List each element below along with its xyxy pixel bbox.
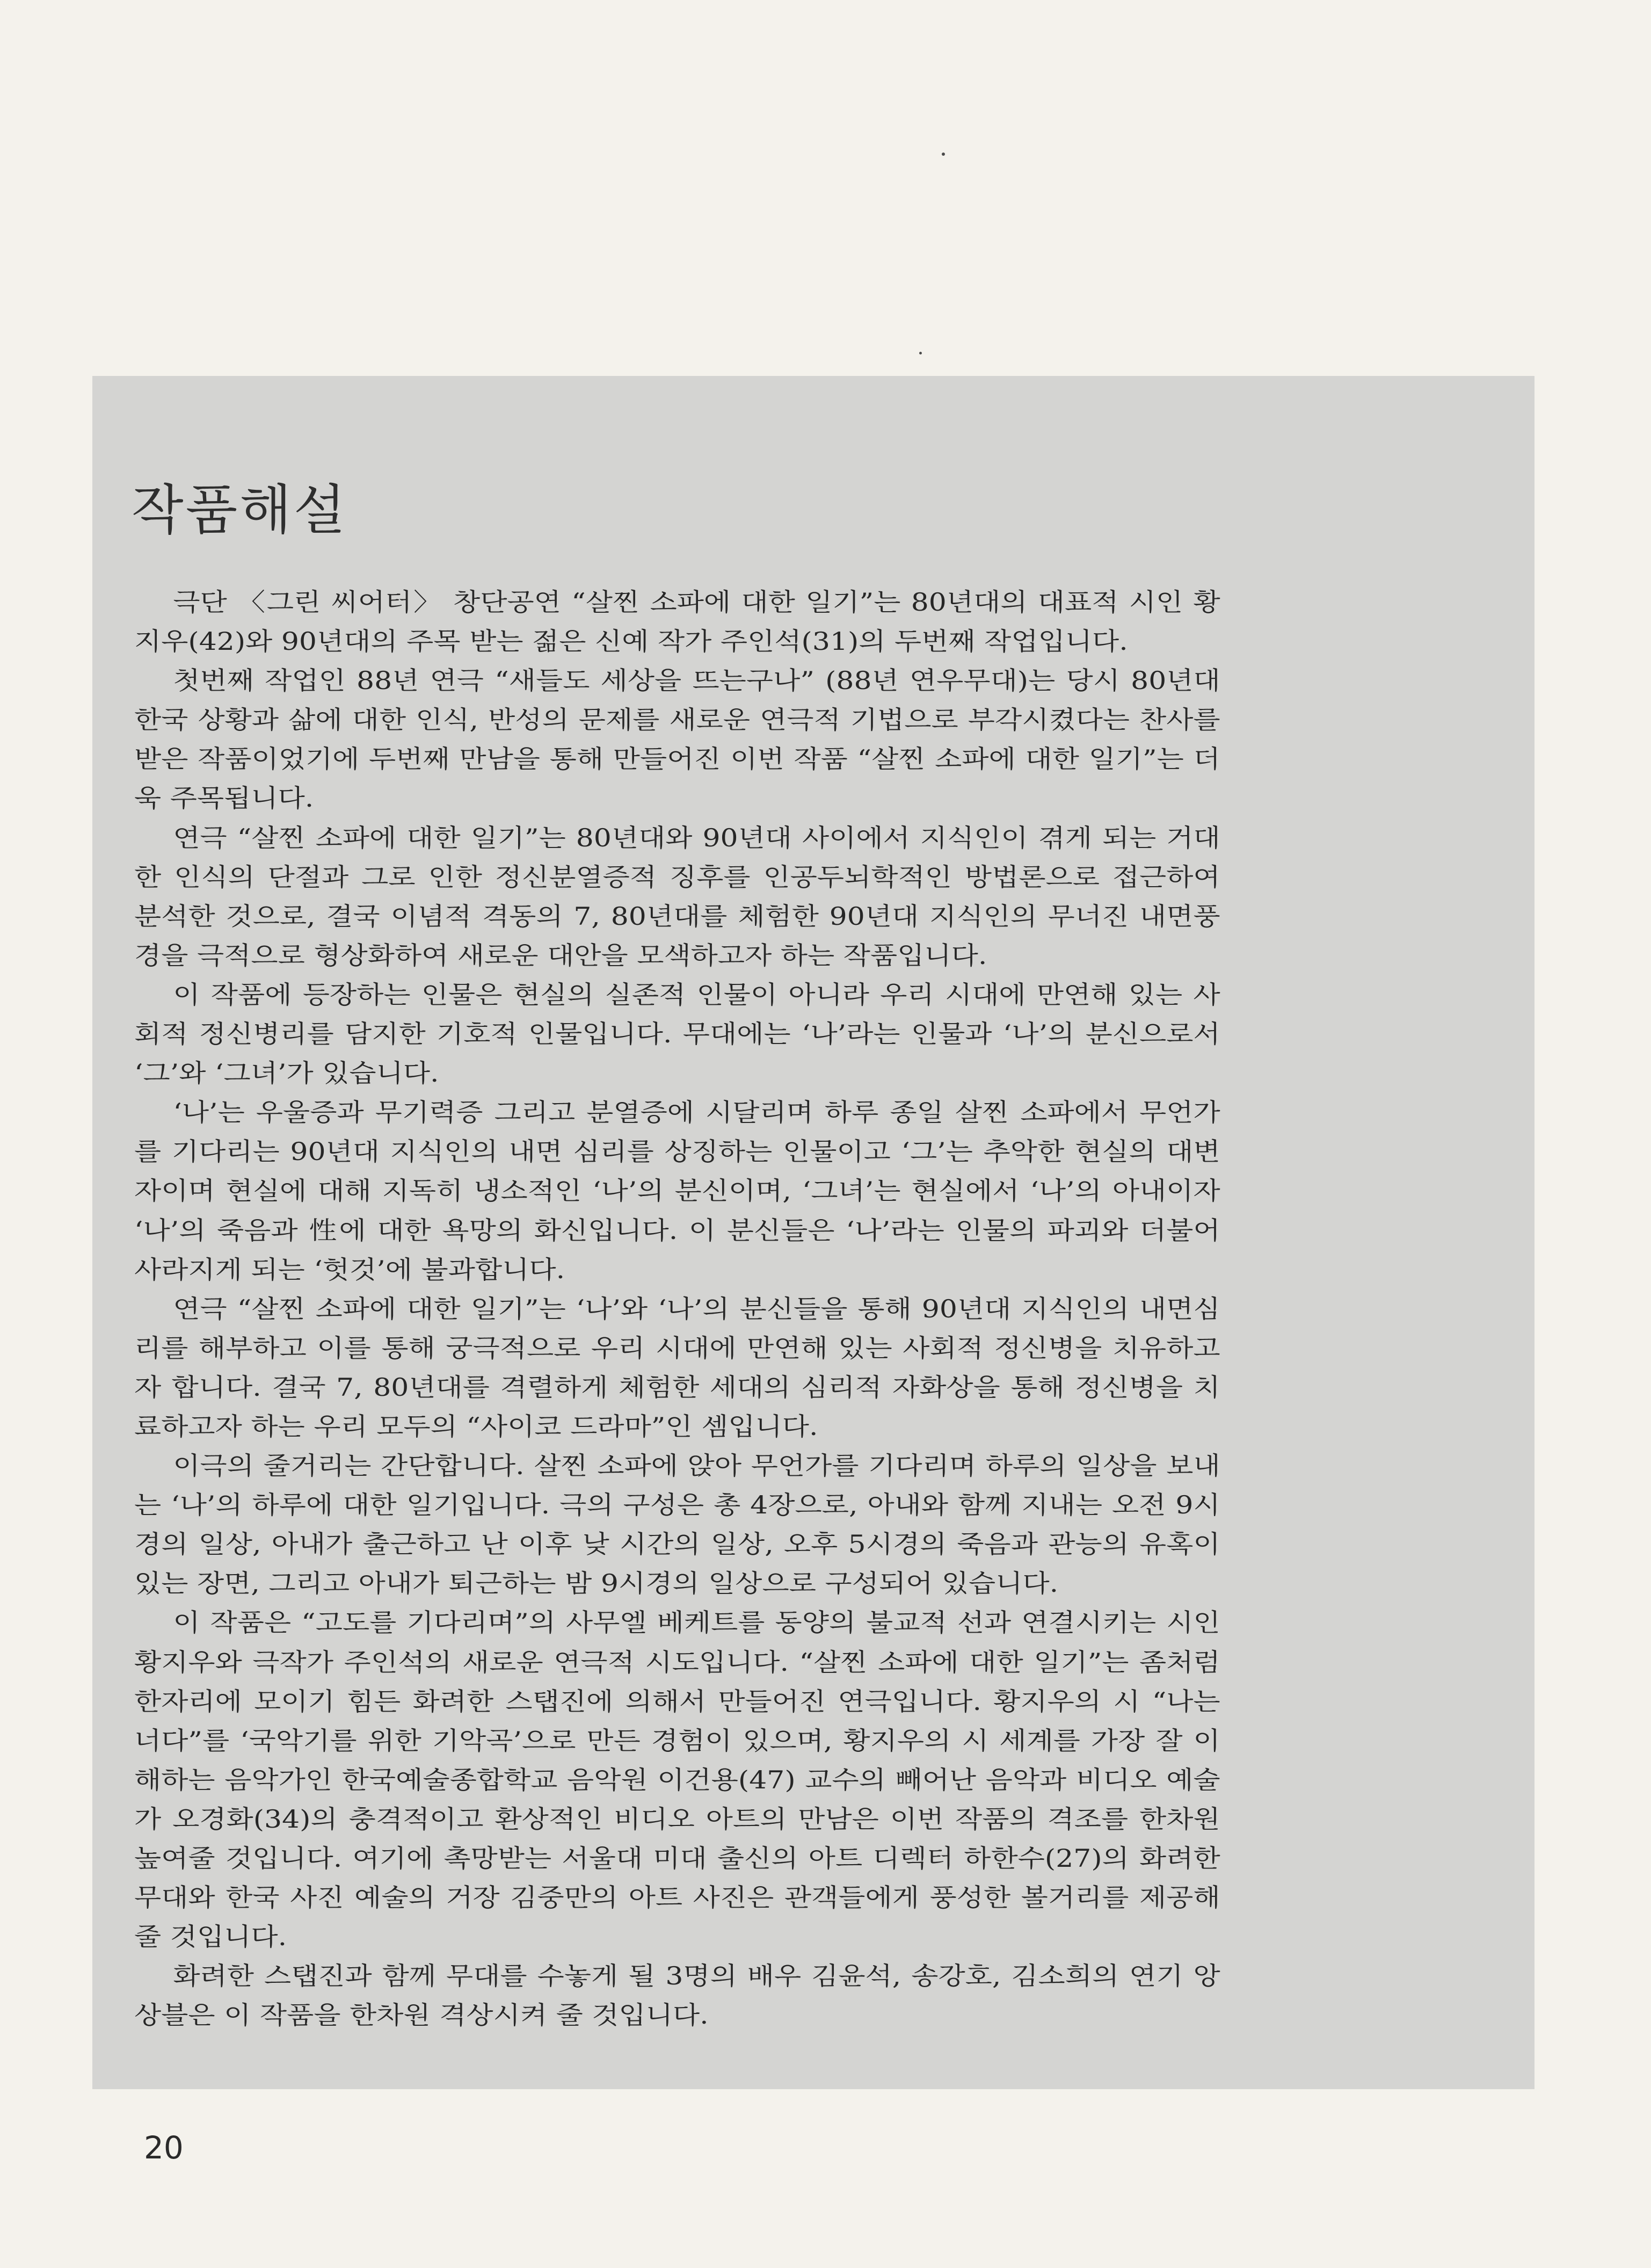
- page-number: 20: [144, 2129, 184, 2166]
- page-speck: [919, 352, 922, 354]
- paragraph: 화려한 스탭진과 함께 무대를 수놓게 될 3명의 배우 김윤석, 송강호, 김소희의 연기 앙상블은 이 작품을 한차원 격상시켜 줄 것입니다.: [134, 1961, 1220, 2030]
- paragraph: 이 작품은 “고도를 기다리며”의 사무엘 베케트를 동양의 불교적 선과 연결시키는 시인 황지우와 극작가 주인석의 새로운 연극적 시도입니다. “살찐 소파에 대한 일기”는 좀처럼 한자리에 모이기 힘든 화려한 스탭진에 의해서 만들어진 연극입니다. 황지우의 시 “나는 너다”를 ‘국악기를 위한 기악곡’으로 만든 경험이 있으며, 황지우의 시 세계를 가장 잘 이해하는 음악가인 한국예술종합학교 음악원 이건용(47) 교수의 빼어난 음악과 비디오 예술가 오경화(34)의 충격적이고 환상적인 비디오 아트의 만남은 이번 작품의 격조를 한차원 높여줄 것입니다. 여기에 촉망받는 서울대 미대 출신의 아트 디렉터 하한수(27)의 화려한 무대와 한국 사진 예술의 거장 김중만의 아트 사진은 관객들에게 풍성한 볼거리를 제공해 줄 것입니다.: [134, 1608, 1220, 1952]
- paragraph: 이극의 줄거리는 간단합니다. 살찐 소파에 앉아 무언가를 기다리며 하루의 일상을 보내는 ‘나’의 하루에 대한 일기입니다. 극의 구성은 총 4장으로, 아내와 함께 지내는 오전 9시경의 일상, 아내가 출근하고 난 이후 낮 시간의 일상, 오후 5시경의 죽음과 관능의 유혹이 있는 장면, 그리고 아내가 퇴근하는 밤 9시경의 일상으로 구성되어 있습니다.: [134, 1451, 1220, 1598]
- page-title: 작품해설: [132, 479, 348, 541]
- paragraph: 연극 “살찐 소파에 대한 일기”는 ‘나’와 ‘나’의 분신들을 통해 90년대 지식인의 내면심리를 해부하고 이를 통해 궁극적으로 우리 시대에 만연해 있는 사회적 정신병을 치유하고자 합니다. 결국 7, 80년대를 격렬하게 체험한 세대의 심리적 자화상을 통해 정신병을 치료하고자 하는 우리 모두의 “사이코 드라마”인 셈입니다.: [134, 1294, 1220, 1441]
- paragraph: ‘나’는 우울증과 무기력증 그리고 분열증에 시달리며 하루 종일 살찐 소파에서 무언가를 기다리는 90년대 지식인의 내면 심리를 상징하는 인물이고 ‘그’는 추악한 현실의 대변자이며 현실에 대해 지독히 냉소적인 ‘나’의 분신이며, ‘그녀’는 현실에서 ‘나’의 아내이자 ‘나’의 죽음과 性에 대한 욕망의 화신입니다. 이 분신들은 ‘나’라는 인물의 파괴와 더불어 사라지게 되는 ‘헛것’에 불과합니다.: [134, 1098, 1220, 1284]
- page-speck: [942, 153, 945, 156]
- paragraph: 이 작품에 등장하는 인물은 현실의 실존적 인물이 아니라 우리 시대에 만연해 있는 사회적 정신병리를 담지한 기호적 인물입니다. 무대에는 ‘나’라는 인물과 ‘나’의 분신으로서 ‘그’와 ‘그녀’가 있습니다.: [134, 980, 1220, 1088]
- paragraph: 연극 “살찐 소파에 대한 일기”는 80년대와 90년대 사이에서 지식인이 겪게 되는 거대한 인식의 단절과 그로 인한 정신분열증적 징후를 인공두뇌학적인 방법론으로 접근하여 분석한 것으로, 결국 이념적 격동의 7, 80년대를 체험한 90년대 지식인의 무너진 내면풍경을 극적으로 형상화하여 새로운 대안을 모색하고자 하는 작품입니다.: [134, 823, 1220, 970]
- paragraph: 극단 〈그린 씨어터〉 창단공연 “살찐 소파에 대한 일기”는 80년대의 대표적 시인 황지우(42)와 90년대의 주목 받는 젊은 신예 작가 주인석(31)의 두번째 작업입니다.: [134, 588, 1220, 656]
- article-body: [134, 583, 1220, 2035]
- paragraph: 첫번째 작업인 88년 연극 “새들도 세상을 뜨는구나” (88년 연우무대)는 당시 80년대 한국 상황과 삶에 대한 인식, 반성의 문제를 새로운 연극적 기법으로 부각시켰다는 찬사를 받은 작품이었기에 두번째 만남을 통해 만들어진 이번 작품 “살찐 소파에 대한 일기”는 더욱 주목됩니다.: [134, 666, 1220, 813]
